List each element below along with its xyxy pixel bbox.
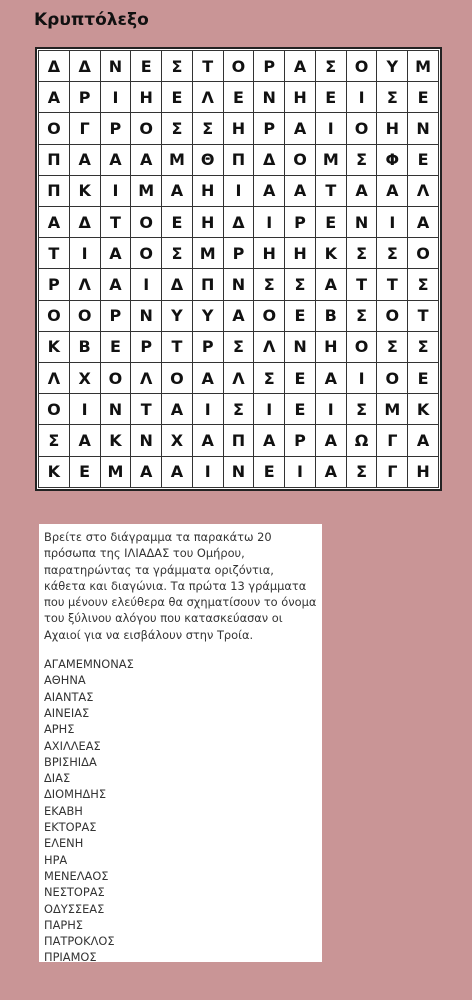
grid-cell[interactable]: Κ: [69, 175, 100, 206]
grid-cell[interactable]: Ι: [285, 456, 316, 487]
word-list-item: ΗΡΑ: [44, 852, 68, 867]
grid-row: [39, 363, 439, 394]
grid-cell[interactable]: Δ: [69, 207, 100, 238]
grid-cell[interactable]: Η: [285, 82, 316, 113]
grid-row: [39, 456, 439, 487]
grid-cell[interactable]: Α: [131, 144, 162, 175]
grid-cell[interactable]: Σ: [346, 238, 377, 269]
grid-row: [39, 300, 439, 331]
grid-cell[interactable]: Π: [39, 144, 70, 175]
grid-cell[interactable]: Ι: [223, 175, 254, 206]
grid-cell[interactable]: Ι: [69, 394, 100, 425]
grid-cell[interactable]: Ο: [408, 238, 439, 269]
grid-cell[interactable]: Σ: [408, 331, 439, 362]
grid-cell[interactable]: Ι: [254, 394, 285, 425]
grid-cell[interactable]: Ρ: [285, 207, 316, 238]
grid-cell[interactable]: Η: [192, 207, 223, 238]
grid-row: [39, 113, 439, 144]
grid-cell[interactable]: Ν: [131, 300, 162, 331]
grid-cell[interactable]: Θ: [192, 144, 223, 175]
grid-cell[interactable]: Β: [315, 300, 346, 331]
grid-cell[interactable]: Η: [131, 82, 162, 113]
word-list-item: ΑΙΑΝΤΑΣ: [44, 689, 94, 704]
grid-cell[interactable]: Ο: [39, 300, 70, 331]
grid-cell[interactable]: Υ: [162, 300, 193, 331]
grid-cell[interactable]: Τ: [192, 51, 223, 82]
grid-cell[interactable]: Β: [69, 331, 100, 362]
grid-cell[interactable]: Α: [162, 394, 193, 425]
grid-cell[interactable]: Λ: [69, 269, 100, 300]
grid-cell[interactable]: Δ: [39, 51, 70, 82]
word-list: [44, 656, 317, 966]
grid-cell[interactable]: Ο: [131, 113, 162, 144]
grid-cell[interactable]: Ε: [408, 144, 439, 175]
grid-cell[interactable]: Α: [254, 175, 285, 206]
grid-cell[interactable]: Λ: [131, 363, 162, 394]
grid-cell[interactable]: Δ: [69, 51, 100, 82]
grid-cell[interactable]: Α: [346, 175, 377, 206]
grid-cell[interactable]: Μ: [162, 144, 193, 175]
grid-cell[interactable]: Μ: [192, 238, 223, 269]
word-list-item: ΕΚΑΒΗ: [44, 803, 83, 818]
grid-cell[interactable]: Π: [39, 175, 70, 206]
grid-cell[interactable]: Ο: [285, 144, 316, 175]
grid-cell[interactable]: Λ: [192, 82, 223, 113]
word-list-item: ΑΧΙΛΛΕΑΣ: [44, 738, 101, 753]
grid-cell[interactable]: Ε: [162, 207, 193, 238]
grid-cell[interactable]: Μ: [100, 456, 131, 487]
grid-cell[interactable]: Λ: [254, 331, 285, 362]
letter-grid-table: [38, 50, 439, 488]
grid-cell[interactable]: Σ: [377, 331, 408, 362]
grid-cell[interactable]: Α: [315, 269, 346, 300]
grid-cell[interactable]: Η: [315, 331, 346, 362]
grid-cell[interactable]: Ε: [285, 363, 316, 394]
grid-cell[interactable]: Σ: [254, 363, 285, 394]
word-list-item: ΠΑΡΗΣ: [44, 917, 83, 932]
grid-cell[interactable]: Ε: [223, 82, 254, 113]
grid-cell[interactable]: Δ: [254, 144, 285, 175]
grid-cell[interactable]: Τ: [377, 269, 408, 300]
grid-cell[interactable]: Α: [315, 425, 346, 456]
grid-cell[interactable]: Λ: [408, 175, 439, 206]
grid-cell[interactable]: Μ: [377, 394, 408, 425]
grid-cell[interactable]: Η: [254, 238, 285, 269]
grid-cell[interactable]: Ρ: [100, 113, 131, 144]
grid-cell[interactable]: Α: [100, 269, 131, 300]
grid-cell[interactable]: Ρ: [254, 51, 285, 82]
grid-cell[interactable]: Α: [131, 456, 162, 487]
grid-cell[interactable]: Ι: [315, 113, 346, 144]
grid-cell[interactable]: Ρ: [100, 300, 131, 331]
grid-cell[interactable]: Γ: [69, 113, 100, 144]
grid-cell[interactable]: Ε: [408, 363, 439, 394]
grid-row: [39, 51, 439, 82]
grid-cell[interactable]: Ε: [315, 82, 346, 113]
grid-cell[interactable]: Ο: [377, 363, 408, 394]
grid-cell[interactable]: Α: [69, 144, 100, 175]
word-list-item: ΝΕΣΤΟΡΑΣ: [44, 885, 105, 900]
grid-row: [39, 175, 439, 206]
grid-row: [39, 82, 439, 113]
grid-cell[interactable]: Τ: [408, 300, 439, 331]
grid-cell[interactable]: Ο: [39, 394, 70, 425]
grid-cell[interactable]: Ν: [254, 82, 285, 113]
grid-cell[interactable]: Τ: [39, 238, 70, 269]
word-list-item: ΒΡΙΣΗΙΔΑ: [44, 754, 97, 769]
grid-cell[interactable]: Α: [285, 113, 316, 144]
grid-cell[interactable]: Ι: [192, 394, 223, 425]
grid-cell[interactable]: Ο: [346, 113, 377, 144]
grid-cell[interactable]: Κ: [39, 456, 70, 487]
grid-cell[interactable]: Π: [223, 144, 254, 175]
grid-cell[interactable]: Η: [408, 456, 439, 487]
grid-cell[interactable]: Ε: [254, 456, 285, 487]
grid-cell[interactable]: Ι: [100, 175, 131, 206]
grid-cell[interactable]: Ο: [223, 51, 254, 82]
grid-cell[interactable]: Τ: [100, 207, 131, 238]
grid-cell[interactable]: Ι: [100, 82, 131, 113]
grid-cell[interactable]: Η: [377, 113, 408, 144]
grid-cell[interactable]: Σ: [162, 113, 193, 144]
grid-cell[interactable]: Α: [69, 425, 100, 456]
grid-cell[interactable]: Α: [192, 363, 223, 394]
grid-cell[interactable]: Ε: [69, 456, 100, 487]
grid-cell[interactable]: Ο: [377, 300, 408, 331]
grid-cell[interactable]: Λ: [223, 363, 254, 394]
word-list-item: ΕΛΕΝΗ: [44, 836, 84, 851]
grid-cell[interactable]: Η: [192, 175, 223, 206]
grid-cell[interactable]: Ε: [285, 300, 316, 331]
grid-cell[interactable]: Χ: [69, 363, 100, 394]
grid-cell[interactable]: Σ: [39, 425, 70, 456]
grid-cell[interactable]: Α: [192, 425, 223, 456]
grid-cell[interactable]: Ο: [131, 238, 162, 269]
grid-cell[interactable]: Ο: [254, 300, 285, 331]
grid-cell[interactable]: Τ: [315, 175, 346, 206]
grid-cell[interactable]: Ο: [131, 207, 162, 238]
grid-cell[interactable]: Ι: [254, 207, 285, 238]
grid-cell[interactable]: Α: [377, 175, 408, 206]
word-list-item: ΔΙΟΜΗΔΗΣ: [44, 787, 107, 802]
grid-row: [39, 144, 439, 175]
grid-cell[interactable]: Α: [315, 456, 346, 487]
grid-cell[interactable]: Χ: [162, 425, 193, 456]
grid-cell[interactable]: Ν: [346, 207, 377, 238]
grid-row: [39, 207, 439, 238]
grid-cell[interactable]: Δ: [162, 269, 193, 300]
grid-cell[interactable]: Ν: [408, 113, 439, 144]
word-list-item: ΕΚΤΟΡΑΣ: [44, 820, 97, 835]
grid-cell[interactable]: Ν: [285, 331, 316, 362]
word-list-item: ΟΔΥΣΣΕΑΣ: [44, 901, 105, 916]
grid-cell[interactable]: Α: [39, 207, 70, 238]
grid-cell[interactable]: Α: [254, 425, 285, 456]
grid-cell[interactable]: Α: [285, 51, 316, 82]
grid-row: [39, 269, 439, 300]
grid-row: [39, 238, 439, 269]
grid-cell[interactable]: Π: [223, 425, 254, 456]
grid-row: [39, 394, 439, 425]
grid-cell[interactable]: Σ: [254, 269, 285, 300]
grid-cell[interactable]: Ν: [223, 456, 254, 487]
grid-cell[interactable]: Σ: [346, 394, 377, 425]
grid-cell[interactable]: Ο: [162, 363, 193, 394]
grid-cell[interactable]: Π: [192, 269, 223, 300]
grid-cell[interactable]: Α: [408, 425, 439, 456]
grid-cell[interactable]: Ν: [100, 394, 131, 425]
grid-cell[interactable]: Ι: [192, 456, 223, 487]
word-search-grid: [35, 47, 442, 491]
grid-cell[interactable]: Κ: [100, 425, 131, 456]
grid-cell[interactable]: Α: [223, 300, 254, 331]
grid-cell[interactable]: Ρ: [285, 425, 316, 456]
grid-cell[interactable]: Γ: [377, 456, 408, 487]
puzzle-title: Κρυπτόλεξο: [34, 10, 149, 30]
grid-cell[interactable]: Ρ: [131, 331, 162, 362]
grid-cell[interactable]: Ν: [131, 425, 162, 456]
grid-cell[interactable]: Ρ: [223, 238, 254, 269]
grid-row: [39, 331, 439, 362]
grid-cell[interactable]: Ε: [315, 207, 346, 238]
grid-cell[interactable]: Υ: [192, 300, 223, 331]
grid-cell[interactable]: Μ: [131, 175, 162, 206]
grid-cell[interactable]: Η: [223, 113, 254, 144]
grid-cell[interactable]: Λ: [39, 363, 70, 394]
grid-cell[interactable]: Ι: [69, 238, 100, 269]
grid-cell[interactable]: Υ: [377, 51, 408, 82]
grid-cell[interactable]: Ι: [377, 207, 408, 238]
word-list-item: ΔΙΑΣ: [44, 771, 71, 786]
grid-cell[interactable]: Ω: [346, 425, 377, 456]
grid-cell[interactable]: Κ: [39, 331, 70, 362]
grid-cell[interactable]: Ρ: [69, 82, 100, 113]
grid-cell[interactable]: Ι: [346, 82, 377, 113]
grid-cell[interactable]: Ο: [346, 51, 377, 82]
word-list-item: ΠΡΙΑΜΟΣ: [44, 950, 97, 965]
grid-cell[interactable]: Α: [408, 207, 439, 238]
grid-cell[interactable]: Σ: [346, 144, 377, 175]
grid-cell[interactable]: Ν: [100, 51, 131, 82]
grid-cell[interactable]: Τ: [162, 331, 193, 362]
grid-cell[interactable]: Α: [100, 144, 131, 175]
word-list-item: ΑΓΑΜΕΜΝΟΝΑΣ: [44, 657, 134, 672]
grid-cell[interactable]: Ε: [100, 331, 131, 362]
grid-cell[interactable]: Τ: [131, 394, 162, 425]
grid-cell[interactable]: Σ: [315, 51, 346, 82]
grid-cell[interactable]: Α: [162, 175, 193, 206]
grid-cell[interactable]: Ι: [346, 363, 377, 394]
grid-cell[interactable]: Ε: [162, 82, 193, 113]
word-list-item: ΑΙΝΕΙΑΣ: [44, 705, 90, 720]
grid-cell[interactable]: Σ: [162, 51, 193, 82]
grid-cell[interactable]: Σ: [192, 113, 223, 144]
grid-cell[interactable]: Κ: [315, 238, 346, 269]
grid-cell[interactable]: Σ: [377, 82, 408, 113]
grid-cell[interactable]: Τ: [346, 269, 377, 300]
grid-cell[interactable]: Ρ: [39, 269, 70, 300]
grid-cell[interactable]: Α: [162, 456, 193, 487]
grid-cell[interactable]: Σ: [223, 331, 254, 362]
grid-cell[interactable]: Ο: [39, 113, 70, 144]
grid-cell[interactable]: Α: [39, 82, 70, 113]
grid-cell[interactable]: Ο: [69, 300, 100, 331]
grid-cell[interactable]: Μ: [315, 144, 346, 175]
grid-cell[interactable]: Γ: [377, 425, 408, 456]
grid-cell[interactable]: Ο: [346, 331, 377, 362]
grid-cell[interactable]: Ρ: [254, 113, 285, 144]
grid-cell[interactable]: Ι: [315, 394, 346, 425]
grid-cell[interactable]: Ν: [223, 269, 254, 300]
grid-cell[interactable]: Ο: [100, 363, 131, 394]
grid-cell[interactable]: Μ: [408, 51, 439, 82]
grid-cell[interactable]: Α: [285, 175, 316, 206]
grid-cell[interactable]: Ε: [408, 82, 439, 113]
grid-cell[interactable]: Σ: [162, 238, 193, 269]
instructions-text: Βρείτε στο διάγραμμα τα παρακάτω 20 πρόσωπα της ΙΛΙΑΔΑΣ του Ομήρου, παρατηρώντας τα γράμματα οριζόντια, κάθετα και διαγώνια. Τα πρώτα 13 γράμματα που μένουν ελεύθερα θα σχηματίσουν το όνομα του ξύλινου αλόγου που κατασκεύασαν οι Αχαιοί για να εισβάλουν στην Τροία.: [44, 530, 317, 642]
grid-cell[interactable]: Σ: [346, 300, 377, 331]
grid-cell[interactable]: Ρ: [192, 331, 223, 362]
grid-cell[interactable]: Α: [315, 363, 346, 394]
word-list-item: ΠΑΤΡΟΚΛΟΣ: [44, 934, 115, 949]
word-list-item: ΑΡΗΣ: [44, 722, 75, 737]
grid-cell[interactable]: Σ: [377, 238, 408, 269]
grid-cell[interactable]: Δ: [223, 207, 254, 238]
grid-cell[interactable]: Η: [285, 238, 316, 269]
grid-cell[interactable]: Φ: [377, 144, 408, 175]
grid-cell[interactable]: Ι: [131, 269, 162, 300]
grid-cell[interactable]: Σ: [223, 394, 254, 425]
grid-cell[interactable]: Ε: [131, 51, 162, 82]
word-list-item: ΑΘΗΝΑ: [44, 673, 86, 688]
grid-cell[interactable]: Ε: [285, 394, 316, 425]
grid-cell[interactable]: Σ: [346, 456, 377, 487]
grid-row: [39, 425, 439, 456]
word-list-item: ΜΕΝΕΛΑΟΣ: [44, 868, 109, 883]
grid-cell[interactable]: Κ: [408, 394, 439, 425]
instructions-panel: [39, 524, 322, 965]
grid-cell[interactable]: Σ: [285, 269, 316, 300]
grid-cell[interactable]: Α: [100, 238, 131, 269]
grid-cell[interactable]: Σ: [408, 269, 439, 300]
